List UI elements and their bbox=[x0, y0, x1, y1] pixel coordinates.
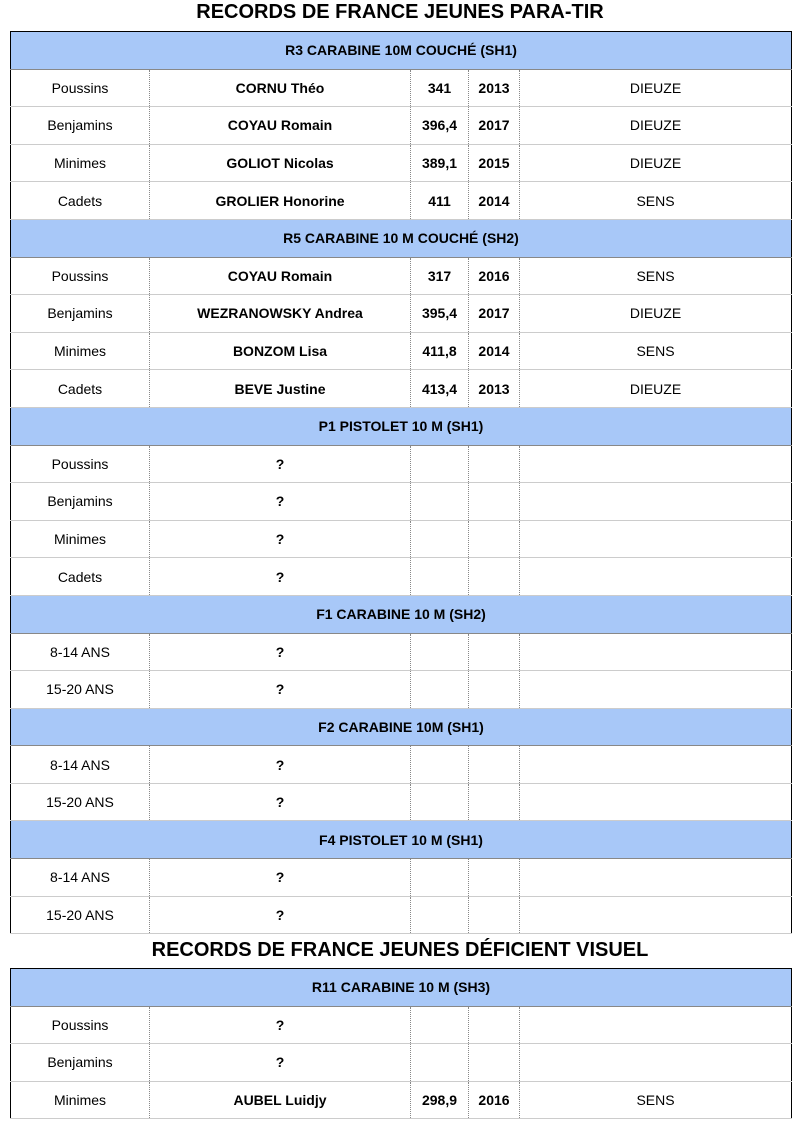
category-cell: Minimes bbox=[11, 332, 150, 370]
category-cell: Cadets bbox=[11, 370, 150, 408]
category-cell: 8-14 ANS bbox=[11, 633, 150, 671]
record-row bbox=[11, 69, 792, 107]
category-cell: Poussins bbox=[11, 445, 150, 483]
discipline-header-row bbox=[11, 32, 792, 70]
score-cell: 298,9 bbox=[411, 1081, 469, 1119]
discipline-header: F4 PISTOLET 10 M (SH1) bbox=[11, 821, 792, 859]
score-cell: 413,4 bbox=[411, 370, 469, 408]
record-row bbox=[11, 558, 792, 596]
year-cell bbox=[469, 859, 520, 897]
record-row bbox=[11, 783, 792, 821]
record-row bbox=[11, 746, 792, 784]
category-cell: Cadets bbox=[11, 558, 150, 596]
year-cell bbox=[469, 896, 520, 934]
name-cell: ? bbox=[150, 859, 411, 897]
place-cell bbox=[520, 783, 792, 821]
discipline-header: F2 CARABINE 10M (SH1) bbox=[11, 708, 792, 746]
name-cell: ? bbox=[150, 746, 411, 784]
place-cell: DIEUZE bbox=[520, 295, 792, 333]
name-cell: WEZRANOWSKY Andrea bbox=[150, 295, 411, 333]
name-cell: AUBEL Luidjy bbox=[150, 1081, 411, 1119]
name-cell: ? bbox=[150, 783, 411, 821]
name-cell: ? bbox=[150, 1044, 411, 1082]
category-cell: Benjamins bbox=[11, 1044, 150, 1082]
record-row bbox=[11, 370, 792, 408]
name-cell: ? bbox=[150, 558, 411, 596]
year-cell bbox=[469, 445, 520, 483]
name-cell: ? bbox=[150, 896, 411, 934]
discipline-header-row bbox=[11, 407, 792, 445]
place-cell: DIEUZE bbox=[520, 107, 792, 145]
year-cell bbox=[469, 520, 520, 558]
place-cell bbox=[520, 520, 792, 558]
category-cell: Poussins bbox=[11, 69, 150, 107]
name-cell: ? bbox=[150, 671, 411, 709]
discipline-header: R11 CARABINE 10 M (SH3) bbox=[11, 969, 792, 1007]
discipline-header-row bbox=[11, 969, 792, 1007]
discipline-header: R5 CARABINE 10 M COUCHÉ (SH2) bbox=[11, 219, 792, 257]
name-cell: BEVE Justine bbox=[150, 370, 411, 408]
score-cell bbox=[411, 520, 469, 558]
discipline-header-row bbox=[11, 219, 792, 257]
score-cell: 317 bbox=[411, 257, 469, 295]
year-cell: 2013 bbox=[469, 370, 520, 408]
record-row bbox=[11, 671, 792, 709]
score-cell bbox=[411, 746, 469, 784]
score-cell bbox=[411, 859, 469, 897]
year-cell bbox=[469, 746, 520, 784]
record-row bbox=[11, 1081, 792, 1119]
section-title-deficient-visuel: RECORDS DE FRANCE JEUNES DÉFICIENT VISUEL bbox=[151, 939, 649, 961]
score-cell: 395,4 bbox=[411, 295, 469, 333]
place-cell bbox=[520, 558, 792, 596]
name-cell: ? bbox=[150, 633, 411, 671]
place-cell: DIEUZE bbox=[520, 144, 792, 182]
category-cell: 15-20 ANS bbox=[11, 671, 150, 709]
place-cell bbox=[520, 671, 792, 709]
year-cell bbox=[469, 1006, 520, 1044]
score-cell: 341 bbox=[411, 69, 469, 107]
place-cell: SENS bbox=[520, 1081, 792, 1119]
record-row bbox=[11, 182, 792, 220]
category-cell: Poussins bbox=[11, 1006, 150, 1044]
record-row bbox=[11, 144, 792, 182]
place-cell bbox=[520, 445, 792, 483]
place-cell bbox=[520, 633, 792, 671]
category-cell: Benjamins bbox=[11, 483, 150, 521]
discipline-header: P1 PISTOLET 10 M (SH1) bbox=[11, 407, 792, 445]
record-row bbox=[11, 483, 792, 521]
year-cell bbox=[469, 783, 520, 821]
year-cell: 2016 bbox=[469, 1081, 520, 1119]
name-cell: ? bbox=[150, 445, 411, 483]
category-cell: 15-20 ANS bbox=[11, 783, 150, 821]
place-cell: SENS bbox=[520, 257, 792, 295]
records-table-deficient-visuel bbox=[10, 968, 792, 1119]
discipline-header-row bbox=[11, 708, 792, 746]
category-cell: Minimes bbox=[11, 520, 150, 558]
category-cell: Benjamins bbox=[11, 107, 150, 145]
name-cell: CORNU Théo bbox=[150, 69, 411, 107]
place-cell bbox=[520, 896, 792, 934]
category-cell: 8-14 ANS bbox=[11, 859, 150, 897]
discipline-header: R3 CARABINE 10M COUCHÉ (SH1) bbox=[11, 32, 792, 70]
name-cell: GROLIER Honorine bbox=[150, 182, 411, 220]
place-cell bbox=[520, 483, 792, 521]
record-row bbox=[11, 1044, 792, 1082]
place-cell: DIEUZE bbox=[520, 69, 792, 107]
year-cell: 2014 bbox=[469, 182, 520, 220]
records-table-para-tir bbox=[10, 31, 792, 934]
record-row bbox=[11, 859, 792, 897]
place-cell bbox=[520, 1006, 792, 1044]
place-cell: SENS bbox=[520, 332, 792, 370]
discipline-header-row bbox=[11, 595, 792, 633]
score-cell: 389,1 bbox=[411, 144, 469, 182]
score-cell bbox=[411, 445, 469, 483]
year-cell: 2014 bbox=[469, 332, 520, 370]
score-cell bbox=[411, 1044, 469, 1082]
record-row bbox=[11, 107, 792, 145]
category-cell: Minimes bbox=[11, 1081, 150, 1119]
place-cell: DIEUZE bbox=[520, 370, 792, 408]
score-cell bbox=[411, 896, 469, 934]
name-cell: ? bbox=[150, 1006, 411, 1044]
category-cell: Benjamins bbox=[11, 295, 150, 333]
place-cell bbox=[520, 746, 792, 784]
category-cell: 8-14 ANS bbox=[11, 746, 150, 784]
record-row bbox=[11, 332, 792, 370]
year-cell: 2016 bbox=[469, 257, 520, 295]
name-cell: GOLIOT Nicolas bbox=[150, 144, 411, 182]
year-cell bbox=[469, 1044, 520, 1082]
record-row bbox=[11, 896, 792, 934]
year-cell bbox=[469, 633, 520, 671]
record-row bbox=[11, 520, 792, 558]
place-cell bbox=[520, 1044, 792, 1082]
discipline-header-row bbox=[11, 821, 792, 859]
year-cell: 2017 bbox=[469, 295, 520, 333]
year-cell bbox=[469, 558, 520, 596]
name-cell: ? bbox=[150, 520, 411, 558]
score-cell: 411,8 bbox=[411, 332, 469, 370]
name-cell: BONZOM Lisa bbox=[150, 332, 411, 370]
score-cell bbox=[411, 783, 469, 821]
year-cell bbox=[469, 483, 520, 521]
record-row bbox=[11, 445, 792, 483]
score-cell: 396,4 bbox=[411, 107, 469, 145]
score-cell: 411 bbox=[411, 182, 469, 220]
year-cell bbox=[469, 671, 520, 709]
category-cell: Minimes bbox=[11, 144, 150, 182]
record-row bbox=[11, 257, 792, 295]
year-cell: 2013 bbox=[469, 69, 520, 107]
score-cell bbox=[411, 558, 469, 596]
record-row bbox=[11, 1006, 792, 1044]
discipline-header: F1 CARABINE 10 M (SH2) bbox=[11, 595, 792, 633]
name-cell: COYAU Romain bbox=[150, 257, 411, 295]
score-cell bbox=[411, 633, 469, 671]
name-cell: ? bbox=[150, 483, 411, 521]
place-cell bbox=[520, 859, 792, 897]
category-cell: Cadets bbox=[11, 182, 150, 220]
place-cell: SENS bbox=[520, 182, 792, 220]
name-cell: COYAU Romain bbox=[150, 107, 411, 145]
record-row bbox=[11, 633, 792, 671]
score-cell bbox=[411, 671, 469, 709]
score-cell bbox=[411, 483, 469, 521]
year-cell: 2017 bbox=[469, 107, 520, 145]
record-row bbox=[11, 295, 792, 333]
score-cell bbox=[411, 1006, 469, 1044]
category-cell: 15-20 ANS bbox=[11, 896, 150, 934]
page-title: RECORDS DE FRANCE JEUNES PARA-TIR bbox=[196, 1, 604, 23]
year-cell: 2015 bbox=[469, 144, 520, 182]
category-cell: Poussins bbox=[11, 257, 150, 295]
